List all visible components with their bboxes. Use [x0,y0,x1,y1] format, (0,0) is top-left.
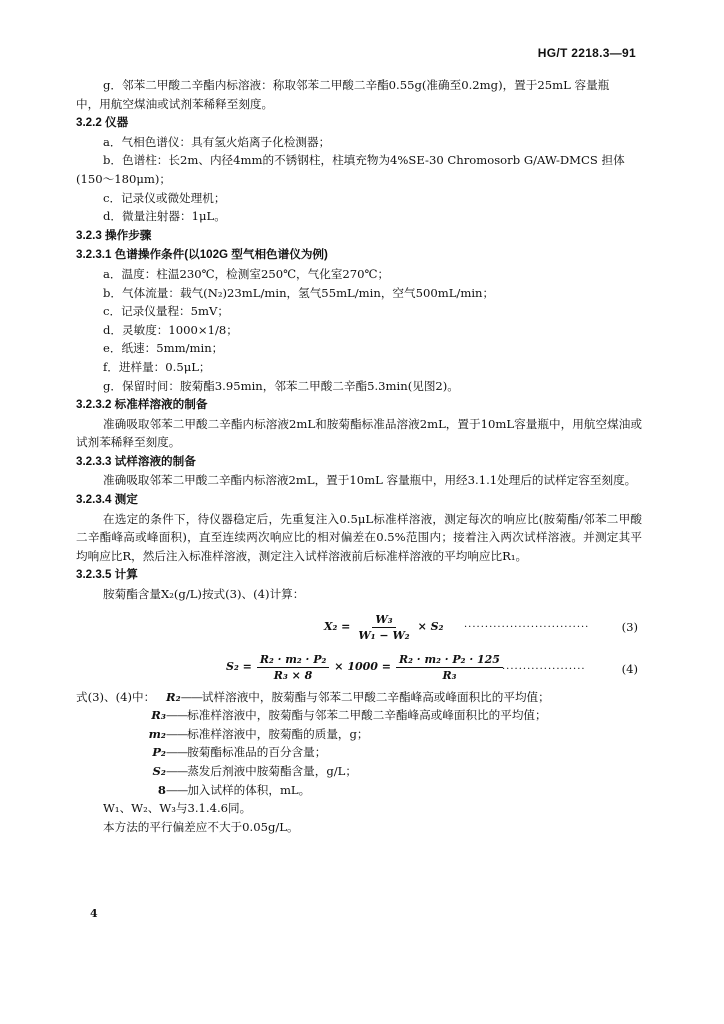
formula-3-leader-dots: ······························ [464,621,590,633]
definition-symbol: S₂ [152,764,166,778]
formula-3-rest: × S₂ [417,619,444,633]
formula-4-leader-dots: ···················· [502,663,586,675]
condition-a-temperature: a．温度：柱温230℃，检测室250℃，气化室270℃； [103,266,390,281]
definition-dash: —— [166,726,188,741]
formula-4-numerator-2: R₂ · m₂ · P₂ · 125 [396,652,503,668]
condition-f-injection: f．进样量：0.5μL； [103,359,211,374]
condition-d-sensitivity: d．灵敏度：1000×1/8； [103,322,238,337]
definition-dash: —— [180,689,202,704]
determination-paragraph: 在选定的条件下，待仪器稳定后，先重复注入0.5μL标准样溶液，测定每次的响应比(胺菊酯/邻苯二甲酸二辛酯峰高或峰面积)，直至连续两次响应比的相对偏差在0.5%范围内；接着注入两次试样溶液。并测定其平均响应比R，然后注入标准样溶液，测定注入试样溶液前后标准样溶液的平均响应比R₁。 [76,511,642,563]
formula-4-lhs: S₂ = [226,659,252,673]
section-3-2-3-heading: 3.2.3 操作步骤 [76,228,152,242]
section-3-2-3-2-heading: 3.2.3.2 标准样溶液的制备 [76,398,208,412]
definition-text: 蒸发后剂液中胺菊酯含量，g/L； [187,764,357,778]
w-values-note: W₁、W₂、W₃与3.1.4.6同。 [103,801,252,816]
definition-symbol: 8 [157,782,166,797]
formula-4-middle: × 1000 = [334,659,392,673]
condition-g-retention: g．保留时间：胺菊酯3.95min，邻苯二甲酸二辛酯5.3min(见图2)。 [103,378,459,393]
definition-symbol: R₃ [151,708,166,723]
condition-b-gas-flow: b．气体流量：载气(N₂)23mL/min，氢气55mL/min，空气500mL/min； [103,285,495,300]
formula-4-fraction-2 [396,652,503,683]
condition-c-range: c．记录仪量程：5mV； [103,304,229,319]
sample-solution-paragraph: 准确吸取邻苯二甲酸二辛酯内标溶液2mL，置于10mL 容量瓶中，用经3.1.1处理后的试样定容至刻度。 [103,473,637,488]
reagent-g-line-2: 中，用航空煤油或试剂苯稀释至刻度。 [76,96,274,111]
instrument-d: d．微量注射器：1μL。 [103,209,226,224]
definition-row [76,706,642,725]
condition-e-paper-speed: e．纸速：5mm/min； [103,341,224,356]
definition-dash: —— [166,764,188,778]
formula-4-number: (4) [621,661,638,676]
formula-4 [76,646,642,688]
definition-symbol: R₂ [166,689,181,704]
section-3-2-3-4-heading: 3.2.3.4 测定 [76,493,138,507]
definition-symbol: P₂ [152,745,166,760]
page-number: 4 [90,907,98,920]
formula-3-fraction [355,612,412,643]
standard-number-header: HG/T 2218.3—91 [537,46,636,60]
formula-3-number: (3) [621,619,638,634]
formula-3 [76,604,642,646]
definition-row [76,743,642,762]
instrument-b-line-1: b．色谱柱：长2m、内径4mm的不锈钢柱，柱填充物为4%SE-30 Chromosorb G/AW-DMCS 担体 [103,153,625,168]
tolerance-statement: 本方法的平行偏差应不大于0.05g/L。 [103,819,299,834]
definition-text: 加入试样的体积，mL。 [187,782,311,797]
definition-text: 标准样溶液中，胺菊酯与邻苯二甲酸二辛酯峰高或峰面积比的平均值； [187,708,547,723]
definitions-prefix: 式(3)、(4)中： [76,689,156,704]
instrument-b-line-2: (150～180μm)； [76,171,172,186]
section-3-2-3-3-heading: 3.2.3.3 试样溶液的制备 [76,454,196,468]
formula-4-denominator-1: R₃ × 8 [273,668,313,682]
definition-symbol: m₂ [148,726,166,741]
formula-4-numerator-1: R₂ · m₂ · P₂ [257,652,329,668]
document-body [76,76,642,836]
calculation-intro: 胺菊酯含量X₂(g/L)按式(3)、(4)计算： [103,587,305,602]
definition-text: 标准样溶液中，胺菊酯的质量，g； [187,726,369,741]
formula-4-denominator-2: R₃ [442,668,457,682]
formula-3-lhs: X₂ = [324,619,351,633]
definition-text: 胺菊酯标准品的百分含量； [187,745,327,760]
formula-3-denominator: W₁ − W₂ [358,628,410,642]
instrument-a: a．气相色谱仪：具有氢火焰离子化检测器； [103,134,331,149]
formula-3-numerator: W₃ [372,612,395,628]
definition-row [76,688,642,707]
section-3-2-3-1-heading: 3.2.3.1 色谱操作条件(以102G 型气相色谱仪为例) [76,248,328,262]
definition-dash: —— [166,745,188,760]
definition-text: 试样溶液中，胺菊酯与邻苯二甲酸二辛酯峰高或峰面积比的平均值； [201,689,550,704]
definition-row [76,781,642,800]
formula-4-fraction-1 [257,652,329,683]
definition-row [76,725,642,744]
reagent-g-line-1: g．邻苯二甲酸二辛酯内标溶液：称取邻苯二甲酸二辛酯0.55g(准确至0.2mg)，置于25mL 容量瓶 [103,78,610,92]
section-3-2-2-heading: 3.2.2 仪器 [76,116,129,130]
definition-dash: —— [166,708,188,723]
instrument-c: c．记录仪或微处理机； [103,190,226,205]
standard-solution-paragraph: 准确吸取邻苯二甲酸二辛酯内标溶液2mL和胺菊酯标准品溶液2mL，置于10mL容量瓶中，用航空煤油或试剂苯稀释至刻度。 [76,416,642,450]
definition-row [76,762,642,781]
symbol-definitions [76,688,642,800]
section-3-2-3-5-heading: 3.2.3.5 计算 [76,568,138,582]
definition-dash: —— [166,782,188,797]
